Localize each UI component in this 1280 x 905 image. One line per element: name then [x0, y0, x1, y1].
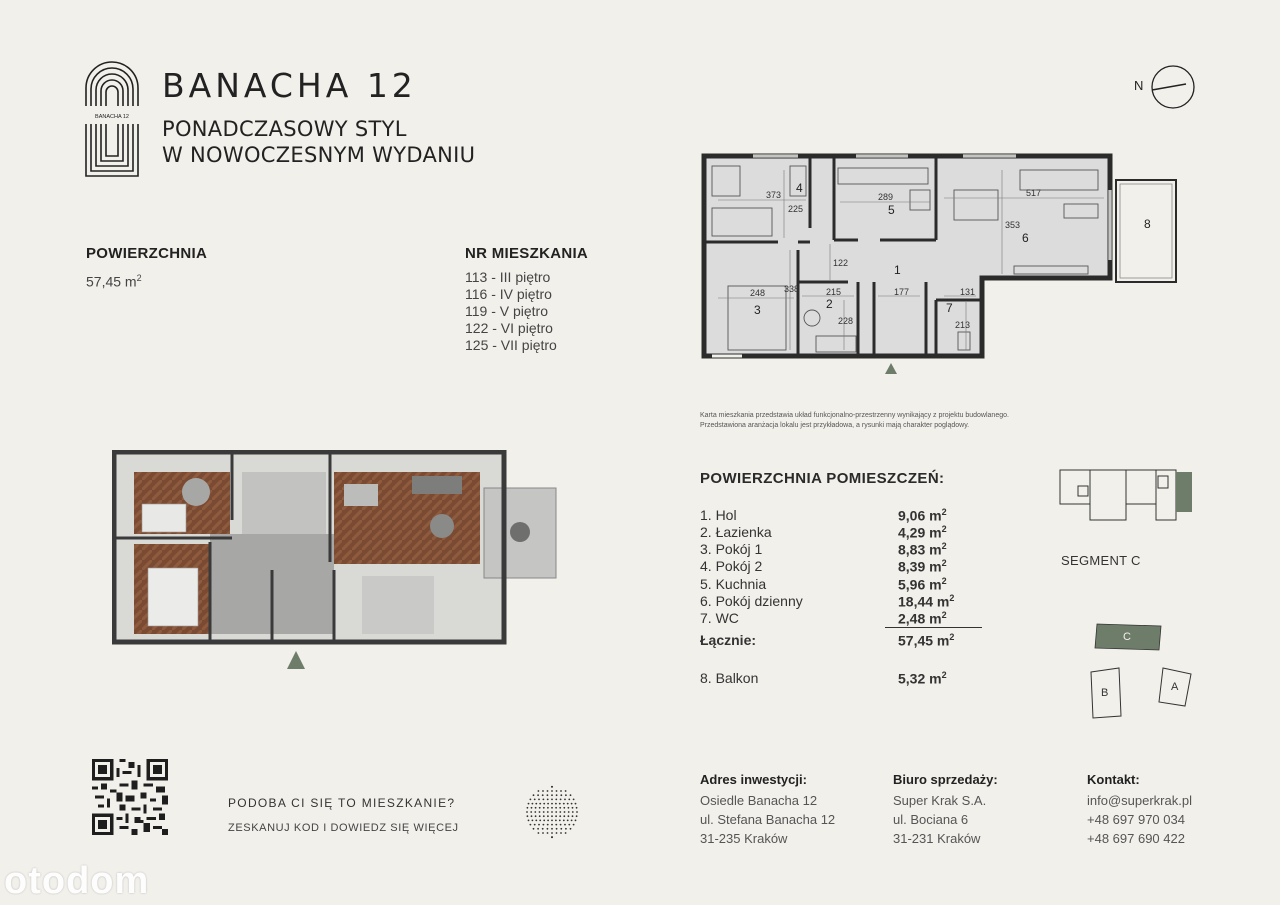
address-line: Osiedle Banacha 12: [700, 793, 818, 808]
plan-room-number: 2: [826, 297, 833, 311]
rooms-title: POWIERZCHNIA POMIESZCZEŃ:: [700, 470, 945, 487]
globe-dot: [551, 790, 553, 792]
globe-dot: [538, 799, 540, 801]
globe-dot: [572, 811, 574, 813]
apartment-number: 122 - VI piętro: [465, 320, 553, 336]
globe-dot: [556, 794, 558, 796]
balcony-row: [700, 670, 990, 687]
building-label: A: [1171, 681, 1179, 693]
globe-dot: [543, 803, 545, 805]
globe-dot: [532, 820, 534, 822]
plan-note-line-1: Karta mieszkania przedstawia układ funkcjonalno-przestrzenny wynikający z projektu budowlanego.: [700, 412, 1009, 419]
plan-dimension: 517: [1026, 188, 1042, 198]
room-area-value: 18,44 m: [898, 593, 950, 610]
globe-dot: [539, 807, 541, 809]
address-block: [700, 772, 835, 848]
logo-text: BANACHA 12: [95, 114, 129, 120]
segment-label: SEGMENT C: [1061, 553, 1141, 568]
plan-room-number: 5: [888, 203, 895, 217]
globe-dot: [526, 811, 528, 813]
globe-dot: [555, 811, 557, 813]
globe-dot: [564, 799, 566, 801]
globe-dot: [551, 824, 553, 826]
plan-room-number: 7: [946, 301, 953, 315]
globe-dot: [555, 815, 557, 817]
plan-dimension: 228: [838, 316, 854, 326]
qr-subline: ZESKANUJ KOD I DOWIEDZ SIĘ WIĘCEJ: [228, 822, 459, 834]
globe-dot: [539, 820, 541, 822]
plan-room-number: 1: [894, 263, 901, 277]
area-value: [86, 270, 142, 291]
globe-dot: [543, 815, 545, 817]
globe-dot: [568, 811, 570, 813]
plan-room-number: 4: [796, 181, 803, 195]
room-row: [700, 524, 990, 541]
globe-dot: [559, 803, 561, 805]
globe-dot: [551, 786, 553, 788]
room-area-sup: 2: [941, 610, 947, 620]
plan-dimension: 213: [955, 320, 971, 330]
otodom-watermark: otodom: [4, 860, 150, 902]
room-row: [700, 507, 990, 524]
room-name: 7. WC: [700, 610, 739, 626]
globe-dot: [551, 820, 553, 822]
room-name: 5. Kuchnia: [700, 576, 767, 592]
sales-line: ul. Bociana 6: [893, 812, 969, 827]
globe-dot: [543, 799, 545, 801]
sales-line: Super Krak S.A.: [893, 793, 987, 808]
room-area: [898, 558, 947, 575]
contact-title: Kontakt:: [1087, 772, 1140, 787]
globe-dot: [564, 811, 566, 813]
globe-dot: [551, 836, 553, 838]
globe-dot: [560, 790, 562, 792]
globe-dot: [543, 820, 545, 822]
entrance-arrow-icon: [885, 363, 897, 374]
globe-dot: [560, 832, 562, 834]
globe-dot: [551, 832, 553, 834]
plan-dimension: 338: [784, 284, 800, 294]
globe-dot: [535, 820, 537, 822]
globe-dot: [573, 799, 575, 801]
globe-dot: [551, 828, 553, 830]
room-name: 2. Łazienka: [700, 524, 772, 540]
plan-room-number: 8: [1144, 217, 1151, 231]
globe-dot: [547, 799, 549, 801]
tagline-line-1: PONADCZASOWY STYL: [162, 117, 407, 141]
globe-dot: [528, 820, 530, 822]
apartment-number: 119 - V piętro: [465, 303, 549, 319]
contact-phone[interactable]: +48 697 970 034: [1087, 812, 1185, 827]
globe-dot: [538, 832, 540, 834]
globe-dot: [543, 811, 545, 813]
compass-icon: [1150, 64, 1196, 110]
total-area-value: 57,45 m: [898, 632, 950, 649]
globe-dot: [530, 824, 532, 826]
room-area-value: 9,06 m: [898, 507, 942, 524]
globe-dot: [547, 790, 549, 792]
globe-dot: [537, 828, 539, 830]
globe-dot: [568, 807, 570, 809]
room-area-value: 8,39 m: [898, 558, 942, 575]
contact-email[interactable]: info@superkrak.pl: [1087, 793, 1192, 808]
room-area-value: 8,83 m: [898, 541, 942, 558]
room-name: 3. Pokój 1: [700, 541, 763, 557]
room-area: [898, 507, 947, 524]
room-area-value: 2,48 m: [898, 610, 942, 627]
globe-dot: [547, 824, 549, 826]
globe-dot: [559, 811, 561, 813]
globe-dot: [534, 811, 536, 813]
globe-dot: [542, 790, 544, 792]
globe-dot: [533, 794, 535, 796]
globe-dot: [560, 794, 562, 796]
globe-dot: [547, 820, 549, 822]
globe-dot: [551, 811, 553, 813]
room-area: [898, 576, 947, 593]
globe-dot: [575, 820, 577, 822]
room-area-sup: 2: [941, 558, 947, 568]
segment-floor-map: [1058, 466, 1198, 526]
room-row: [700, 558, 990, 575]
globe-dot: [535, 815, 537, 817]
plan-dimension: 373: [766, 190, 782, 200]
area-label: POWIERZCHNIA: [86, 245, 208, 262]
globe-dot: [551, 807, 553, 809]
globe-dot: [535, 807, 537, 809]
globe-dot: [527, 815, 529, 817]
globe-dot: [559, 820, 561, 822]
brand-tagline: [162, 116, 475, 168]
plan-note: [700, 411, 1130, 431]
apartment-numbers-label: NR MIESZKANIA: [465, 245, 589, 262]
plan-dimension: 177: [894, 287, 910, 297]
dot-globe-icon: [526, 783, 578, 841]
globe-dot: [543, 824, 545, 826]
globe-dot: [547, 794, 549, 796]
room-area-sup: 2: [941, 524, 947, 534]
contact-block: [1087, 772, 1192, 848]
apartment-numbers-list: [465, 269, 557, 354]
globe-dot: [555, 824, 557, 826]
room-name: 6. Pokój dzienny: [700, 593, 803, 609]
plan-room-number: 6: [1022, 231, 1029, 245]
balcony-name: 8. Balkon: [700, 670, 759, 686]
floor-plan-3d-render: [112, 450, 562, 675]
globe-dot: [530, 799, 532, 801]
room-area-sup: 2: [949, 593, 955, 603]
room-area: [898, 593, 954, 610]
room-area-sup: 2: [941, 576, 947, 586]
total-label: Łącznie:: [700, 632, 757, 648]
globe-dot: [538, 824, 540, 826]
globe-dot: [570, 794, 572, 796]
globe-dot: [565, 828, 567, 830]
globe-dot: [539, 811, 541, 813]
address-line: 31-235 Kraków: [700, 831, 788, 846]
building-label: C: [1123, 631, 1131, 643]
plan-room-number: 3: [754, 303, 761, 317]
globe-dot: [556, 832, 558, 834]
floor-plan: [698, 150, 1188, 375]
apartment-number: 125 - VII piętro: [465, 337, 557, 353]
plan-dimension: 248: [750, 288, 766, 298]
globe-dot: [527, 807, 529, 809]
globe-dot: [534, 799, 536, 801]
globe-dot: [564, 824, 566, 826]
globe-dot: [547, 811, 549, 813]
globe-dot: [551, 794, 553, 796]
total-area: [898, 632, 954, 649]
globe-dot: [575, 803, 577, 805]
globe-dot: [555, 803, 557, 805]
address-line: ul. Stefana Banacha 12: [700, 812, 836, 827]
globe-dot: [571, 803, 573, 805]
globe-dot: [559, 815, 561, 817]
total-row: [700, 632, 990, 649]
globe-dot: [556, 828, 558, 830]
room-row: [700, 593, 990, 610]
apartment-number: 113 - III piętro: [465, 269, 551, 285]
globe-dot: [571, 820, 573, 822]
room-area-sup: 2: [941, 507, 947, 517]
plan-dimension: 122: [833, 258, 849, 268]
globe-dot: [572, 807, 574, 809]
total-divider: [885, 627, 982, 628]
room-row: [700, 541, 990, 558]
globe-dot: [542, 828, 544, 830]
globe-dot: [559, 807, 561, 809]
globe-dot: [551, 815, 553, 817]
room-area-value: 4,29 m: [898, 524, 942, 541]
globe-dot: [551, 799, 553, 801]
apartment-number: 116 - IV piętro: [465, 286, 552, 302]
room-area-value: 5,96 m: [898, 576, 942, 593]
room-name: 4. Pokój 2: [700, 558, 763, 574]
globe-dot: [532, 803, 534, 805]
tagline-line-2: W NOWOCZESNYM WYDANIU: [162, 143, 476, 167]
brand-title: BANACHA 12: [162, 66, 417, 105]
globe-dot: [565, 790, 567, 792]
globe-dot: [539, 803, 541, 805]
globe-dot: [530, 811, 532, 813]
room-area: [898, 524, 947, 541]
globe-dot: [542, 832, 544, 834]
total-area-sup: 2: [949, 632, 955, 642]
sales-title: Biuro sprzedaży:: [893, 772, 998, 787]
globe-dot: [555, 799, 557, 801]
globe-dot: [565, 794, 567, 796]
brand-logo: [84, 60, 140, 178]
globe-dot: [568, 799, 570, 801]
room-area: [898, 610, 947, 627]
globe-dot: [539, 815, 541, 817]
room-row: [700, 576, 990, 593]
globe-dot: [547, 815, 549, 817]
plan-note-line-2: Przedstawiona aranżacja lokalu jest przykładowa, a rysunki mają charakter poglądowy.: [700, 422, 970, 429]
globe-dot: [555, 820, 557, 822]
globe-dot: [528, 803, 530, 805]
globe-dot: [565, 832, 567, 834]
globe-dot: [547, 807, 549, 809]
globe-dot: [572, 815, 574, 817]
globe-dot: [563, 815, 565, 817]
globe-dot: [563, 807, 565, 809]
compass: [1134, 78, 1143, 93]
room-area: [898, 541, 947, 558]
globe-dot: [538, 790, 540, 792]
globe-dot: [573, 824, 575, 826]
sales-line: 31-231 Kraków: [893, 831, 981, 846]
globe-dot: [555, 807, 557, 809]
address-title: Adres inwestycji:: [700, 772, 807, 787]
plan-dimension: 225: [788, 204, 804, 214]
globe-dot: [551, 803, 553, 805]
globe-dot: [560, 799, 562, 801]
globe-dot: [547, 828, 549, 830]
globe-dot: [535, 803, 537, 805]
plan-dimension: 289: [878, 192, 894, 202]
balcony-area: [898, 670, 947, 687]
qr-headline: PODOBA CI SIĘ TO MIESZKANIE?: [228, 796, 456, 810]
globe-dot: [542, 794, 544, 796]
qr-code[interactable]: [92, 759, 168, 835]
globe-dot: [533, 828, 535, 830]
globe-dot: [531, 807, 533, 809]
balcony-area-sup: 2: [941, 670, 947, 680]
room-name: 1. Hol: [700, 507, 737, 523]
site-map: [1085, 620, 1205, 720]
globe-dot: [576, 815, 578, 817]
globe-dot: [531, 815, 533, 817]
plan-dimension: 131: [960, 287, 976, 297]
area-unit-sup: 2: [136, 273, 142, 283]
globe-dot: [560, 824, 562, 826]
globe-dot: [570, 828, 572, 830]
room-area-sup: 2: [941, 541, 947, 551]
plan-dimension: 215: [826, 287, 842, 297]
globe-dot: [556, 790, 558, 792]
compass-label: N: [1134, 78, 1144, 93]
globe-dot: [563, 820, 565, 822]
entrance-arrow-icon: [287, 651, 305, 669]
globe-dot: [563, 803, 565, 805]
globe-dot: [537, 794, 539, 796]
contact-phone[interactable]: +48 697 690 422: [1087, 831, 1185, 846]
globe-dot: [567, 803, 569, 805]
sales-office-block: [893, 772, 998, 848]
globe-dot: [560, 828, 562, 830]
area-value-text: 57,45 m: [86, 273, 137, 290]
balcony-area-value: 5,32 m: [898, 670, 942, 687]
building-label: B: [1101, 687, 1109, 699]
globe-dot: [568, 815, 570, 817]
globe-dot: [534, 824, 536, 826]
plan-dimension: 353: [1005, 220, 1021, 230]
globe-dot: [576, 811, 578, 813]
globe-dot: [567, 820, 569, 822]
globe-dot: [547, 832, 549, 834]
globe-dot: [576, 807, 578, 809]
room-row: [700, 610, 990, 627]
globe-dot: [543, 807, 545, 809]
globe-dot: [547, 803, 549, 805]
globe-dot: [568, 824, 570, 826]
